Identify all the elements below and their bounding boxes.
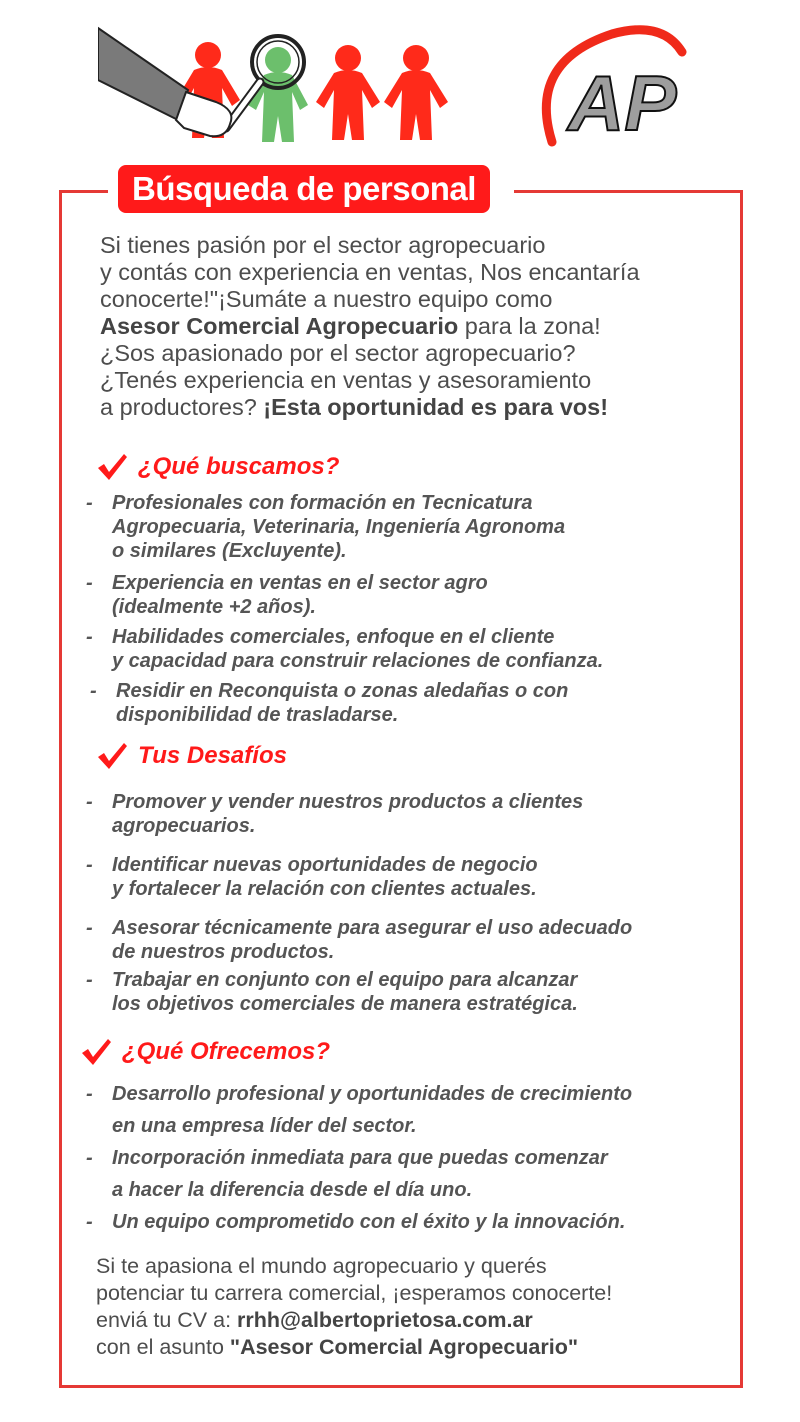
bullet-dash: -: [86, 1083, 93, 1105]
section-heading-que-buscamos: [96, 452, 339, 482]
list-item: [86, 916, 746, 964]
list-item-text: Un equipo comprometido con el éxito y la innovación.: [112, 1211, 626, 1233]
bullet-dash: -: [86, 791, 93, 813]
intro-line: [100, 394, 750, 421]
list-item-text: Promover y vender nuestros productos a clientes agropecuarios.: [112, 791, 584, 837]
section-heading-text: ¿Qué buscamos?: [138, 453, 340, 480]
section-heading-text: Tus Desafíos: [138, 742, 287, 769]
closing-text: con el asunto: [96, 1335, 230, 1359]
closing-line: potenciar tu carrera comercial, ¡esperamos conocerte!: [96, 1281, 613, 1305]
list-item-text: Desarrollo profesional y oportunidades de crecimiento en una empresa líder del sector.: [112, 1083, 633, 1137]
intro-line: ¿Sos apasionado por el sector agropecuario?: [100, 340, 576, 366]
list-item: [86, 491, 746, 563]
closing-text: enviá tu CV a:: [96, 1308, 238, 1332]
company-logo: [532, 22, 692, 162]
closing-paragraph: [96, 1253, 746, 1361]
checkmark-icon: [80, 1037, 112, 1067]
list-item: [86, 853, 746, 901]
list-item-text: Experiencia en ventas en el sector agro (idealmente +2 años).: [112, 572, 488, 618]
bullet-dash: -: [86, 1147, 93, 1169]
bullet-dash: -: [86, 626, 93, 648]
bullet-dash: -: [86, 1211, 93, 1233]
intro-text: a productores?: [100, 394, 264, 420]
list-item: [86, 571, 746, 619]
person-icon: [384, 45, 448, 140]
person-icon: [316, 45, 380, 140]
list-item-text: Identificar nuevas oportunidades de negocio y fortalecer la relación con clientes actuales.: [112, 854, 538, 900]
contact-email[interactable]: rrhh@albertoprietosa.com.ar: [237, 1308, 533, 1332]
list-item: [86, 968, 746, 1016]
bullet-dash: -: [90, 680, 97, 702]
closing-line: [96, 1307, 746, 1334]
role-name: Asesor Comercial Agropecuario: [100, 313, 459, 339]
list-item-text: Habilidades comerciales, enfoque en el cliente y capacidad para construir relaciones de confianza.: [112, 626, 604, 672]
magnifier-hand-people-icon: [98, 20, 458, 155]
page-title: Búsqueda de personal: [118, 165, 490, 213]
requirements-list: [86, 491, 746, 727]
list-item-text: Asesorar técnicamente para asegurar el uso adecuado de nuestros productos.: [112, 917, 633, 963]
list-item: [86, 1078, 746, 1142]
intro-line: Si tienes pasión por el sector agropecuario: [100, 232, 546, 258]
intro-line: [100, 313, 750, 340]
section-heading-que-ofrecemos: [80, 1037, 330, 1067]
closing-line: [96, 1334, 746, 1361]
email-subject: "Asesor Comercial Agropecuario": [229, 1335, 579, 1359]
intro-line: ¿Tenés experiencia en ventas y asesoramiento: [100, 367, 592, 393]
list-item: [86, 625, 746, 673]
list-item-text: Residir en Reconquista o zonas aledañas o con disponibilidad de trasladarse.: [116, 680, 569, 726]
list-item: [86, 1142, 746, 1206]
list-item-text: Incorporación inmediata para que puedas comenzar a hacer la diferencia desde el día uno.: [112, 1147, 608, 1201]
checkmark-icon: [96, 452, 128, 482]
benefits-list: [86, 1078, 746, 1238]
checkmark-icon: [96, 741, 128, 771]
challenges-list: [86, 790, 746, 1016]
section-heading-text: ¿Qué Ofrecemos?: [122, 1038, 331, 1065]
section-heading-tus-desafios: [96, 741, 287, 771]
intro-highlight: ¡Esta oportunidad es para vos!: [263, 394, 609, 420]
closing-line: Si te apasiona el mundo agropecuario y querés: [96, 1254, 547, 1278]
bullet-dash: -: [86, 492, 93, 514]
bullet-dash: -: [86, 917, 93, 939]
logo-text: AP: [568, 59, 677, 147]
list-item: [86, 790, 746, 838]
list-item-text: Trabajar en conjunto con el equipo para alcanzar los objetivos comerciales de manera estratégica.: [112, 969, 578, 1015]
list-item: [86, 679, 746, 727]
list-item: [86, 1206, 746, 1238]
intro-line: y contás con experiencia en ventas, Nos encantaría: [100, 259, 640, 285]
bullet-dash: -: [86, 969, 93, 991]
intro-text: para la zona!: [458, 313, 601, 339]
bullet-dash: -: [86, 854, 93, 876]
bullet-dash: -: [86, 572, 93, 594]
list-item-text: Profesionales con formación en Tecnicatura Agropecuaria, Veterinaria, Ingeniería Agronoma o similares (Excluyente).: [112, 492, 566, 562]
intro-paragraph: [100, 232, 750, 421]
intro-line: conocerte!"¡Sumáte a nuestro equipo como: [100, 286, 553, 312]
